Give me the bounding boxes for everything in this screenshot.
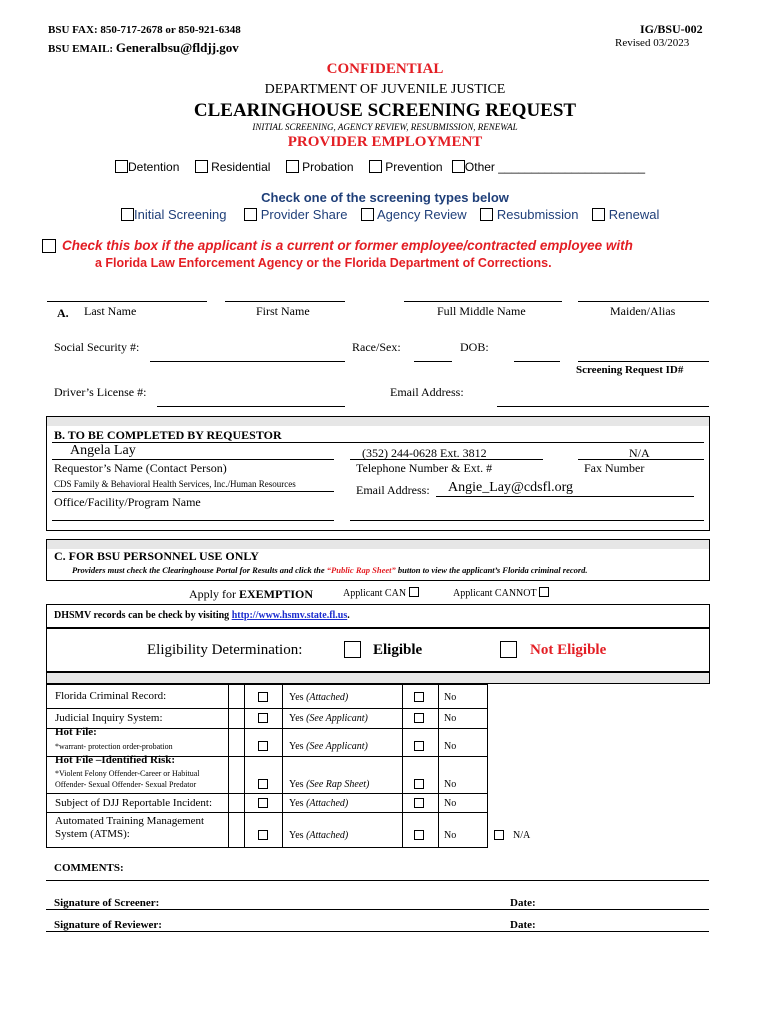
le-check-line2: a Florida Law Enforcement Agency or the Florida Department of Corrections. — [95, 256, 552, 270]
checkbox[interactable] — [115, 160, 128, 173]
judicial-yes: Yes (See Applicant) — [289, 713, 368, 724]
hot-file-risk-yes: Yes (See Rap Sheet) — [289, 779, 370, 790]
checkbox[interactable] — [361, 208, 374, 221]
ssn-field[interactable] — [150, 361, 345, 362]
ssn-label: Social Security #: — [54, 340, 140, 354]
maiden-alias-label: Maiden/Alias — [610, 304, 676, 318]
atms-no: No — [444, 830, 457, 841]
atms-label-1: Automated Training Management — [55, 815, 205, 827]
applicant-cannot[interactable]: Applicant CANNOT — [453, 587, 549, 599]
atms-yes: Yes (Attached) — [289, 830, 349, 841]
florida-criminal-label: Florida Criminal Record: — [55, 690, 167, 702]
screening-type-row — [121, 207, 659, 222]
middle-name-label: Full Middle Name — [437, 304, 526, 318]
hot-file-yes-checkbox[interactable] — [258, 741, 268, 751]
hot-file-no: No — [444, 741, 457, 752]
section-a-letter: A. — [57, 306, 69, 320]
requestor-email-label: Email Address: — [356, 483, 430, 497]
confidential-label: CONFIDENTIAL — [326, 61, 444, 77]
bsu-email — [48, 40, 239, 56]
florida-criminal-no: No — [444, 692, 457, 703]
fax-value[interactable]: N/A — [629, 446, 650, 460]
applicant-email-field[interactable] — [497, 406, 709, 407]
eligible-checkbox[interactable] — [344, 641, 361, 658]
hot-file-note: *warrant- protection order-probation — [55, 742, 173, 751]
race-sex-label: Race/Sex: — [352, 340, 401, 354]
bsu-email-label: BSU EMAIL: — [48, 43, 114, 55]
race-sex-field[interactable] — [414, 361, 452, 362]
le-check-line1: Check this box if the applicant is a current or former employee/contracted employee with — [62, 238, 633, 253]
section-c-heading: C. FOR BSU PERSONNEL USE ONLY — [54, 549, 259, 563]
djj-no-checkbox[interactable] — [414, 798, 424, 808]
comments-field[interactable] — [46, 880, 709, 881]
djj-incident-label: Subject of DJJ Reportable Incident: — [55, 797, 213, 809]
atms-yes-checkbox[interactable] — [258, 830, 268, 840]
checkbox[interactable] — [452, 160, 465, 173]
checkbox[interactable] — [539, 587, 549, 597]
request-id-label: Screening Request ID# — [576, 364, 684, 376]
program-probation[interactable]: Probation — [286, 160, 354, 174]
section-c-note: Providers must check the Clearinghouse Portal for Results and click the “Public Rap Sheet” button to view the applicant’s Florida criminal record. — [72, 565, 588, 575]
drivers-license-label: Driver’s License #: — [54, 385, 147, 399]
judicial-no: No — [444, 713, 457, 724]
djj-no: No — [444, 798, 457, 809]
program-prevention[interactable]: Prevention — [369, 160, 443, 174]
dhsmv-link[interactable]: http://www.hsmv.state.fl.us — [231, 610, 348, 621]
judicial-no-checkbox[interactable] — [414, 713, 424, 723]
checkbox[interactable] — [369, 160, 382, 173]
not-eligible-label: Not Eligible — [530, 642, 607, 658]
florida-criminal-no-checkbox[interactable] — [414, 692, 424, 702]
hot-file-no-checkbox[interactable] — [414, 741, 424, 751]
checkbox[interactable] — [195, 160, 208, 173]
applicant-email-label: Email Address: — [390, 385, 464, 399]
atms-no-checkbox[interactable] — [414, 830, 424, 840]
hot-file-risk-label: Hot File –Identified Risk: — [55, 754, 176, 766]
dob-label: DOB: — [460, 340, 489, 354]
phone-value[interactable]: (352) 244-0628 Ext. 3812 — [362, 446, 487, 460]
hot-file-yes: Yes (See Applicant) — [289, 741, 368, 752]
page-subtitle: INITIAL SCREENING, AGENCY REVIEW, RESUBMISSION, RENEWAL — [252, 122, 518, 132]
djj-yes: Yes (Attached) — [289, 798, 349, 809]
comments-label: COMMENTS: — [54, 862, 124, 874]
first-name-label: First Name — [256, 304, 310, 318]
applicant-can[interactable]: Applicant CAN — [343, 587, 419, 599]
screener-signature-field[interactable] — [46, 909, 709, 910]
screening-renewal[interactable]: Renewal — [592, 207, 659, 222]
hot-file-label: Hot File: — [55, 726, 97, 738]
atms-label-2: System (ATMS): — [55, 828, 130, 840]
drivers-license-field[interactable] — [157, 406, 345, 407]
section-b-heading: B. TO BE COMPLETED BY REQUESTOR — [54, 428, 282, 442]
requestor-name-label: Requestor’s Name (Contact Person) — [54, 461, 227, 475]
program-detention[interactable]: Detention — [115, 160, 179, 174]
djj-yes-checkbox[interactable] — [258, 798, 268, 808]
checkbox[interactable] — [409, 587, 419, 597]
checkbox[interactable] — [286, 160, 299, 173]
provider-employment: PROVIDER EMPLOYMENT — [287, 134, 483, 150]
program-type-row — [115, 160, 645, 174]
screener-signature-label: Signature of Screener: — [54, 897, 160, 909]
reviewer-date-label: Date: — [510, 919, 536, 931]
screening-resubmission[interactable]: Resubmission — [480, 207, 578, 222]
eligible-label: Eligible — [373, 642, 423, 658]
department-title: DEPARTMENT OF JUVENILE JUSTICE — [264, 82, 506, 97]
judicial-inquiry-label: Judicial Inquiry System: — [55, 712, 163, 724]
last-name-label: Last Name — [84, 304, 137, 318]
screening-types-heading: Check one of the screening types below — [261, 190, 509, 205]
requestor-email-value[interactable]: Angie_Lay@cdsfl.org — [448, 480, 573, 495]
org-value[interactable]: CDS Family & Behavioral Health Services, Inc./Human Resources — [54, 479, 296, 489]
form-id: IG/BSU-002 — [640, 22, 703, 36]
hot-file-risk-yes-checkbox[interactable] — [258, 779, 268, 789]
florida-criminal-yes: Yes (Attached) — [289, 692, 349, 703]
page-title: CLEARINGHOUSE SCREENING REQUEST — [193, 100, 577, 121]
checkbox[interactable] — [121, 208, 134, 221]
atms-na-checkbox[interactable] — [494, 830, 504, 840]
checkbox[interactable] — [244, 208, 257, 221]
screening-initial[interactable]: Initial Screening — [121, 207, 227, 222]
hot-file-risk-note1: *Violent Felony Offender-Career or Habitual — [55, 769, 200, 778]
program-other[interactable]: Other ______________________ — [452, 160, 645, 174]
judicial-yes-checkbox[interactable] — [258, 713, 268, 723]
screening-provider-share[interactable]: Provider Share — [244, 207, 347, 222]
hot-file-risk-no: No — [444, 779, 457, 790]
org-label: Office/Facility/Program Name — [54, 495, 201, 509]
fax-label: Fax Number — [584, 461, 645, 475]
requestor-name-value[interactable]: Angela Lay — [70, 443, 136, 458]
atms-na: N/A — [513, 830, 531, 841]
bsu-email-value: Generalbsu@fldjj.gov — [115, 40, 239, 55]
screening-agency-review[interactable]: Agency Review — [361, 207, 467, 222]
dhsmv-note: DHSMV records can be check by visiting http://www.hsmv.state.fl.us. — [54, 610, 350, 621]
program-residential[interactable]: Residential — [195, 160, 271, 174]
screener-date-label: Date: — [510, 897, 536, 909]
hot-file-risk-note2: Offender- Sexual Offender- Sexual Predator — [55, 780, 197, 789]
bsu-fax: BSU FAX: 850-717-2678 or 850-921-6348 — [48, 24, 241, 36]
checkbox[interactable] — [480, 208, 493, 221]
apply-exemption: Apply for EXEMPTION — [189, 587, 314, 601]
not-eligible-checkbox[interactable] — [500, 641, 517, 658]
reviewer-signature-label: Signature of Reviewer: — [54, 919, 162, 931]
public-rap-sheet-ref: “Public Rap Sheet” — [326, 565, 396, 575]
eligibility-label: Eligibility Determination: — [147, 642, 303, 658]
reviewer-signature-field[interactable] — [46, 931, 709, 932]
florida-criminal-yes-checkbox[interactable] — [258, 692, 268, 702]
phone-label: Telephone Number & Ext. # — [356, 461, 493, 475]
le-checkbox[interactable] — [42, 239, 56, 253]
request-id-field[interactable] — [578, 361, 709, 362]
dob-field[interactable] — [514, 361, 560, 362]
revised-date: Revised 03/2023 — [615, 37, 690, 49]
checkbox[interactable] — [592, 208, 605, 221]
hot-file-risk-no-checkbox[interactable] — [414, 779, 424, 789]
